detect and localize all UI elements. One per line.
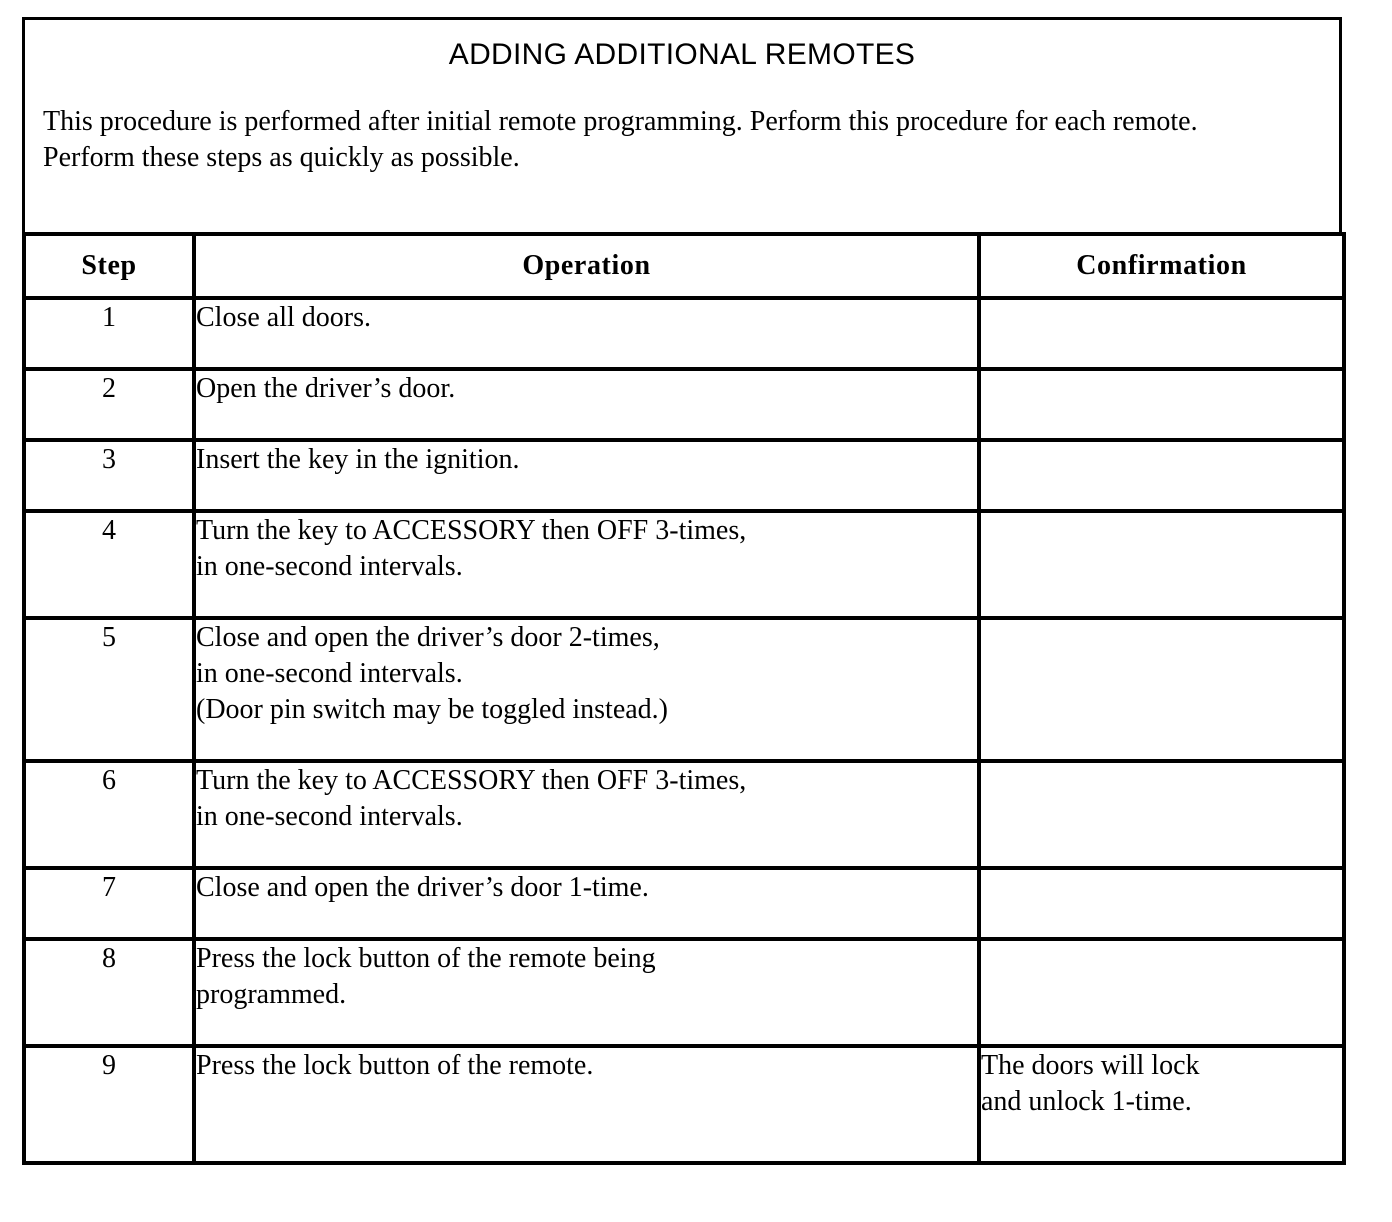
step-number: 6: [24, 761, 194, 868]
step-number: 1: [24, 298, 194, 369]
operation-cell: [194, 1046, 979, 1163]
table-row: [24, 440, 1344, 511]
operation-line: Press the lock button of the remote.: [196, 1050, 594, 1081]
table-row: [24, 1046, 1344, 1163]
table-row: [24, 618, 1344, 761]
intro-line: Perform these steps as quickly as possible.: [43, 142, 520, 173]
table-row: [24, 761, 1344, 868]
operation-line: in one-second intervals.: [196, 801, 463, 832]
operation-cell: [194, 618, 979, 761]
table-row: [24, 298, 1344, 369]
operation-line: Turn the key to ACCESSORY then OFF 3-times,: [196, 765, 747, 796]
confirmation-cell: [979, 1046, 1344, 1163]
operation-column-header: Operation: [194, 234, 979, 298]
table-row: [24, 369, 1344, 440]
operation-cell: [194, 440, 979, 511]
confirmation-cell: [979, 618, 1344, 761]
confirmation-line: and unlock 1-time.: [981, 1086, 1192, 1117]
operation-line: (Door pin switch may be toggled instead.): [196, 694, 669, 725]
operation-line: Turn the key to ACCESSORY then OFF 3-times,: [196, 515, 747, 546]
confirmation-cell: [979, 868, 1344, 939]
step-number: 3: [24, 440, 194, 511]
operation-line: Open the driver’s door.: [196, 373, 456, 404]
steps-table: [22, 232, 1346, 1165]
intro-text: [43, 104, 1309, 176]
operation-cell: [194, 761, 979, 868]
confirmation-cell: [979, 369, 1344, 440]
table-row: [24, 868, 1344, 939]
step-number: 4: [24, 511, 194, 618]
operation-cell: [194, 298, 979, 369]
operation-cell: [194, 868, 979, 939]
step-number: 9: [24, 1046, 194, 1163]
step-number: 8: [24, 939, 194, 1046]
table-row: [24, 939, 1344, 1046]
operation-line: Press the lock button of the remote being: [196, 943, 656, 974]
confirmation-cell: [979, 440, 1344, 511]
procedure-document: [22, 17, 1342, 1165]
steps-table-body: [24, 298, 1344, 1163]
operation-line: in one-second intervals.: [196, 551, 463, 582]
table-row: [24, 511, 1344, 618]
confirmation-column-header: Confirmation: [979, 234, 1344, 298]
step-number: 2: [24, 369, 194, 440]
step-number: 7: [24, 868, 194, 939]
procedure-header: [22, 17, 1342, 232]
confirmation-cell: [979, 511, 1344, 618]
step-column-header: Step: [24, 234, 194, 298]
operation-cell: [194, 369, 979, 440]
confirmation-cell: [979, 298, 1344, 369]
operation-line: Close all doors.: [196, 302, 371, 333]
operation-line: programmed.: [196, 979, 347, 1010]
confirmation-line: The doors will lock: [981, 1050, 1200, 1081]
operation-line: Close and open the driver’s door 1-time.: [196, 872, 649, 903]
operation-cell: [194, 939, 979, 1046]
confirmation-cell: [979, 761, 1344, 868]
operation-line: in one-second intervals.: [196, 658, 463, 689]
intro-line: This procedure is performed after initial remote programming. Perform this procedure for each remote.: [43, 106, 1198, 137]
operation-cell: [194, 511, 979, 618]
operation-line: Insert the key in the ignition.: [196, 444, 520, 475]
operation-line: Close and open the driver’s door 2-times,: [196, 622, 660, 653]
step-number: 5: [24, 618, 194, 761]
confirmation-cell: [979, 939, 1344, 1046]
document-title: ADDING ADDITIONAL REMOTES: [448, 38, 916, 71]
table-header-row: [24, 234, 1344, 298]
